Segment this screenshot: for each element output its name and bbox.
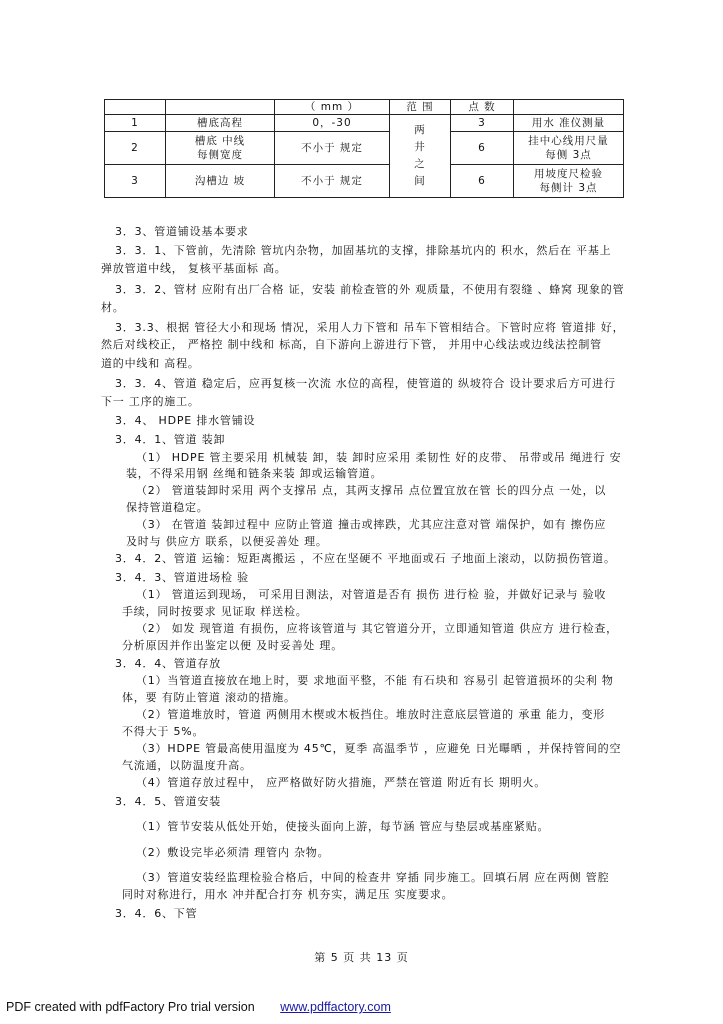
header-cell	[514, 100, 624, 115]
row-count: 3	[451, 115, 514, 132]
row-count: 6	[451, 165, 514, 198]
section-heading: 3．4、 HDPE 排水管铺设	[115, 414, 256, 427]
body-line: 3．3．2、管材 应附有出厂合格 证，安装 前检查管的外 观质量，不使用有裂缝 、蜂窝 现象的管	[115, 283, 625, 296]
header-cell	[105, 100, 166, 115]
body-line: 装，不得采用钢 丝绳和链条来装 卸或运输管道。	[126, 467, 383, 480]
body-line: 3．3.3、根据 管径大小和现场 情况，采用人力下管和 吊车下管相结合。下管时应将 管道排 好，	[115, 321, 625, 334]
table-row	[105, 165, 624, 198]
row-method	[514, 132, 624, 165]
body-line: （2） 如发 现管道 有损伤，应将该管道与 其它管道分开，立即通知管道 供应方 进行检查，	[136, 622, 618, 635]
row-item-line: 每侧宽度	[197, 149, 243, 161]
section-heading: 3．3、管道铺设基本要求	[115, 225, 249, 238]
table-row	[105, 115, 624, 132]
body-line: 不得大于 5%。	[122, 725, 205, 738]
range-char: 两	[414, 124, 426, 136]
row-item-line: 槽底 中线	[194, 135, 246, 147]
body-line: （3）HDPE 管最高使用温度为 45℃，夏季 高温季节 ，应避免 日光曝晒 ，并保持管间的空	[136, 742, 622, 755]
watermark-text: PDF created with pdfFactory Pro trial version	[6, 1000, 255, 1014]
row-value: 不小于 规定	[275, 165, 390, 198]
body-line: （2）管道堆放时，管道 两侧用木楔或木板挡住。堆放时注意底层管道的 承重 能力，变形	[136, 708, 606, 721]
page-number: 第 5 页 共 13 页	[314, 951, 409, 964]
body-line: 然后对线校正， 严格控 制中线和 标高，自下游向上游进行下管， 并用中心线法或边线法控制管	[101, 338, 602, 351]
pdf-watermark	[6, 1000, 391, 1014]
row-method	[514, 165, 624, 198]
header-cell: 范 围	[390, 100, 451, 115]
table-row	[105, 132, 624, 165]
body-line: （3） 在管道 装卸过程中 应防止管道 撞击或摔跌，尤其应注意对管 端保护，如有 擦伤应	[136, 518, 607, 531]
row-method-line: 每侧 3点	[545, 149, 592, 161]
body-line: 分析原因并作出鉴定以便 及时妥善处 理。	[122, 639, 343, 652]
body-line: 手续，同时按要求 见证取 样送检。	[122, 605, 308, 618]
subsection-heading: 3．4．3、管道进场检 验	[115, 571, 249, 584]
row-number: 1	[105, 115, 166, 132]
body-line: （1）管节安装从低处开始，使接头面向上游，每节涵 管应与垫层或基座紧贴。	[136, 820, 550, 833]
range-char: 之	[414, 158, 426, 170]
body-line: （1） HDPE 管主要采用 机械装 卸，装 卸时应采用 柔韧性 好的皮带、 吊带或吊 绳进行 安	[136, 451, 622, 464]
body-line: 及时与 供应方 联系，以便妥善处 理。	[126, 535, 328, 548]
watermark-link[interactable]: www.pdffactory.com	[280, 1000, 391, 1014]
table-header-row	[105, 100, 624, 115]
row-number: 2	[105, 132, 166, 165]
row-method-line: 挂中心线用尺量	[528, 135, 609, 147]
body-line: 弹放管道中线， 复核平基面标 高。	[101, 262, 287, 275]
body-line: （1） 管道运到现场， 可采用目测法，对管道是否有 损伤 进行检 验，并做好记录与 验收	[136, 588, 607, 601]
subsection-heading: 3．4．6、下管	[115, 907, 198, 920]
row-count: 6	[451, 132, 514, 165]
body-line: （4）管道存放过程中， 应严格做好防火措施，严禁在管道 附近有长 期明火。	[136, 776, 547, 789]
body-line: （2）敷设完毕必须清 理管内 杂物。	[136, 846, 330, 859]
row-value: 0，-30	[275, 115, 390, 132]
body-line: 同时对称进行，用水 冲并配合打夯 机夯实，满足压 实度要求。	[122, 888, 454, 901]
body-line: （1）当管道直接放在地上时，要 求地面平整，不能 有石块和 容易引 起管道损坏的尖利 物	[136, 674, 614, 687]
body-line: 下一 工序的施工。	[101, 395, 200, 408]
body-line: （3）管道安装经监理检验合格后，中间的检查井 穿插 同步施工。回填石屑 应在两侧 管腔	[136, 871, 610, 884]
row-item	[166, 115, 275, 132]
body-line: 3．4．2、管道 运输：短距离搬运 ，不应在坚硬不 平地面或石 子地面上滚动，以防损伤管道。	[115, 552, 616, 565]
row-item	[166, 132, 275, 165]
body-line: （2） 管道装卸时采用 两个支撑吊 点，其两支撑吊 点位置宜放在管 长的四分点 一处，以	[136, 484, 607, 497]
header-cell: 点 数	[451, 100, 514, 115]
body-line: 3．3．4、管道 稳定后，应再复核一次流 水位的高程，使管道的 纵坡符合 设计要求后方可进行	[115, 377, 616, 390]
subsection-heading: 3．4．1、管道 装卸	[115, 433, 226, 446]
row-value: 不小于 规定	[275, 132, 390, 165]
row-item-line: 沟槽边 坡	[194, 175, 246, 187]
header-cell	[166, 100, 275, 115]
row-method-line: 用坡度尺检验	[534, 168, 603, 180]
range-cell	[390, 115, 451, 198]
body-line: 材。	[101, 301, 125, 314]
inspection-table	[104, 99, 624, 198]
body-line: 3．3．1、下管前，先清除 管坑内杂物，加固基坑的支撑，排除基坑内的 积水，然后在 平基上	[115, 244, 612, 257]
subsection-heading: 3．4．4、管道存放	[115, 657, 221, 670]
range-char: 井	[414, 141, 426, 153]
row-number: 3	[105, 165, 166, 198]
body-line: 道的中线和 高程。	[101, 357, 200, 370]
row-item	[166, 165, 275, 198]
row-method-line: 每侧计 3点	[539, 182, 598, 194]
body-line: 体，要 有防止管道 滚动的措施。	[122, 691, 296, 704]
header-cell: （ mm ）	[275, 100, 390, 115]
subsection-heading: 3．4．5、管道安装	[115, 795, 221, 808]
range-char: 间	[414, 175, 426, 187]
row-method-line: 用水 准仪测量	[531, 117, 606, 129]
row-item-line: 槽底高程	[197, 117, 243, 129]
row-method	[514, 115, 624, 132]
body-line: 气流通，以防温度升高。	[122, 759, 252, 772]
body-line: 保持管道稳定。	[126, 501, 209, 514]
